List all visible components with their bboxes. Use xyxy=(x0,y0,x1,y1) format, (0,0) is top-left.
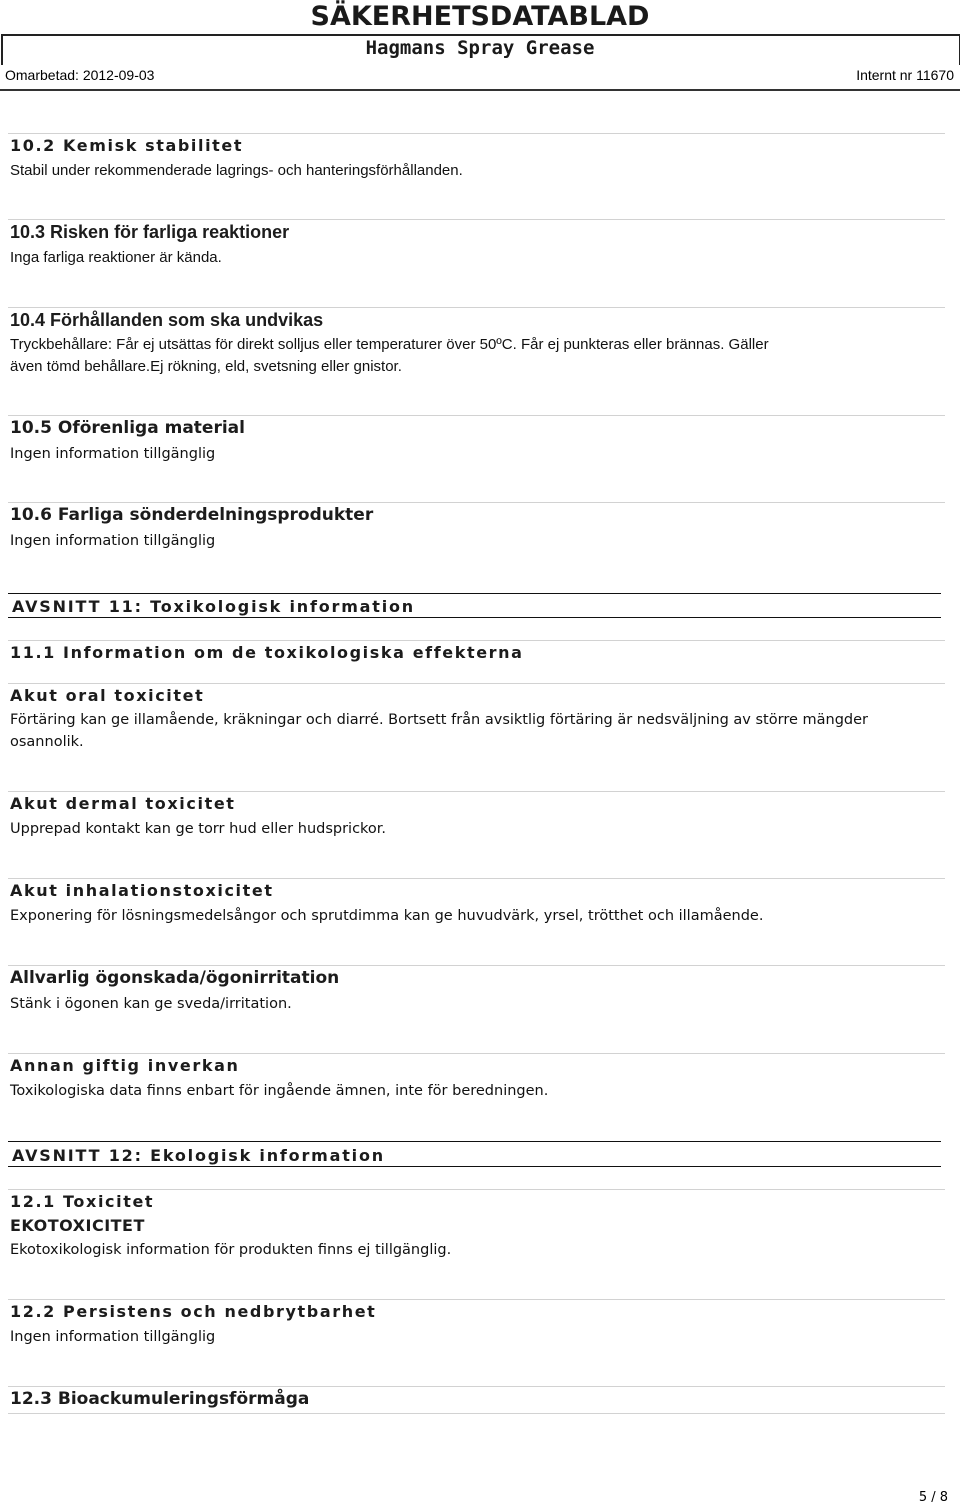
section-10-4-text-line2: även tömd behållare.Ej rökning, eld, svetsning eller gnistor. xyxy=(10,358,402,375)
section-12-3-heading: 12.3 Bioackumuleringsförmåga xyxy=(10,1389,310,1409)
oral-toxicity-heading: Akut oral toxicitet xyxy=(10,686,205,705)
revision-date: Omarbetad: 2012-09-03 xyxy=(5,67,155,83)
oral-toxicity-text-line1: Förtäring kan ge illamående, kräkningar och diarré. Bortsett från avsiktlig förtäring är nedsväljning av större mängder xyxy=(10,712,868,728)
dermal-toxicity-heading: Akut dermal toxicitet xyxy=(10,794,236,813)
section-12-1-heading: 12.1 Toxicitet xyxy=(10,1192,155,1211)
other-toxicity-text: Toxikologiska data finns enbart för ingående ämnen, inte för beredningen. xyxy=(10,1083,549,1099)
section-11-top-rule xyxy=(8,593,941,594)
section-11-1-heading: 11.1 Information om de toxikologiska effekterna xyxy=(10,643,524,662)
other-toxicity-heading: Annan giftig inverkan xyxy=(10,1056,240,1075)
divider xyxy=(8,415,945,416)
product-name: Hagmans Spray Grease xyxy=(365,37,595,59)
section-12-bottom-rule xyxy=(8,1166,941,1167)
section-12-2-text: Ingen information tillgänglig xyxy=(10,1329,216,1345)
section-10-3-text: Inga farliga reaktioner är kända. xyxy=(10,249,222,266)
header-divider xyxy=(0,89,960,91)
section-10-6-text: Ingen information tillgänglig xyxy=(10,533,216,549)
divider xyxy=(8,640,945,641)
section-10-4-heading: 10.4 Förhållanden som ska undvikas xyxy=(10,310,324,330)
document-title: SÄKERHETSDATABLAD xyxy=(310,1,650,32)
section-10-5-text: Ingen information tillgänglig xyxy=(10,446,216,462)
section-10-3-heading: 10.3 Risken för farliga reaktioner xyxy=(10,222,290,242)
section-10-6-heading: 10.6 Farliga sönderdelningsprodukter xyxy=(10,505,374,525)
inhalation-toxicity-text: Exponering för lösningsmedelsångor och sprutdimma kan ge huvudvärk, yrsel, trötthet och illamående. xyxy=(10,908,764,924)
dermal-toxicity-text: Upprepad kontakt kan ge torr hud eller hudsprickor. xyxy=(10,821,387,837)
ecotoxicity-subheading: EKOTOXICITET xyxy=(10,1216,145,1235)
page-number: 5 / 8 xyxy=(918,1490,948,1505)
section-10-4-text-line1: Tryckbehållare: Får ej utsättas för direkt solljus eller temperaturer över 50ºC. Får ej punkteras eller brännas. Gäller xyxy=(10,336,769,353)
divider xyxy=(8,1413,945,1414)
oral-toxicity-text-line2: osannolik. xyxy=(10,734,84,750)
divider xyxy=(8,878,945,879)
section-10-2-text: Stabil under rekommenderade lagrings- och hanteringsförhållanden. xyxy=(10,162,463,179)
divider xyxy=(8,1299,945,1300)
section-11-bottom-rule xyxy=(8,617,941,618)
section-12-title: AVSNITT 12: Ekologisk information xyxy=(12,1146,385,1165)
divider xyxy=(8,791,945,792)
section-10-2-heading: 10.2 Kemisk stabilitet xyxy=(10,136,244,155)
divider xyxy=(8,1053,945,1054)
divider xyxy=(8,1189,945,1190)
section-12-1-text: Ekotoxikologisk information för produkten finns ej tillgänglig. xyxy=(10,1242,452,1258)
section-12-2-heading: 12.2 Persistens och nedbrytbarhet xyxy=(10,1302,377,1321)
divider xyxy=(8,133,945,134)
divider xyxy=(8,307,945,308)
eye-damage-heading: Allvarlig ögonskada/ögonirritation xyxy=(10,968,340,988)
divider xyxy=(8,965,945,966)
divider xyxy=(8,1386,945,1387)
divider xyxy=(8,683,945,684)
divider xyxy=(8,502,945,503)
section-11-title: AVSNITT 11: Toxikologisk information xyxy=(12,597,415,616)
eye-damage-text: Stänk i ögonen kan ge sveda/irritation. xyxy=(10,996,292,1012)
section-12-top-rule xyxy=(8,1141,941,1142)
inhalation-toxicity-heading: Akut inhalationstoxicitet xyxy=(10,881,274,900)
internal-number: Internt nr 11670 xyxy=(856,67,954,83)
section-10-5-heading: 10.5 Oförenliga material xyxy=(10,418,245,438)
divider xyxy=(8,219,945,220)
